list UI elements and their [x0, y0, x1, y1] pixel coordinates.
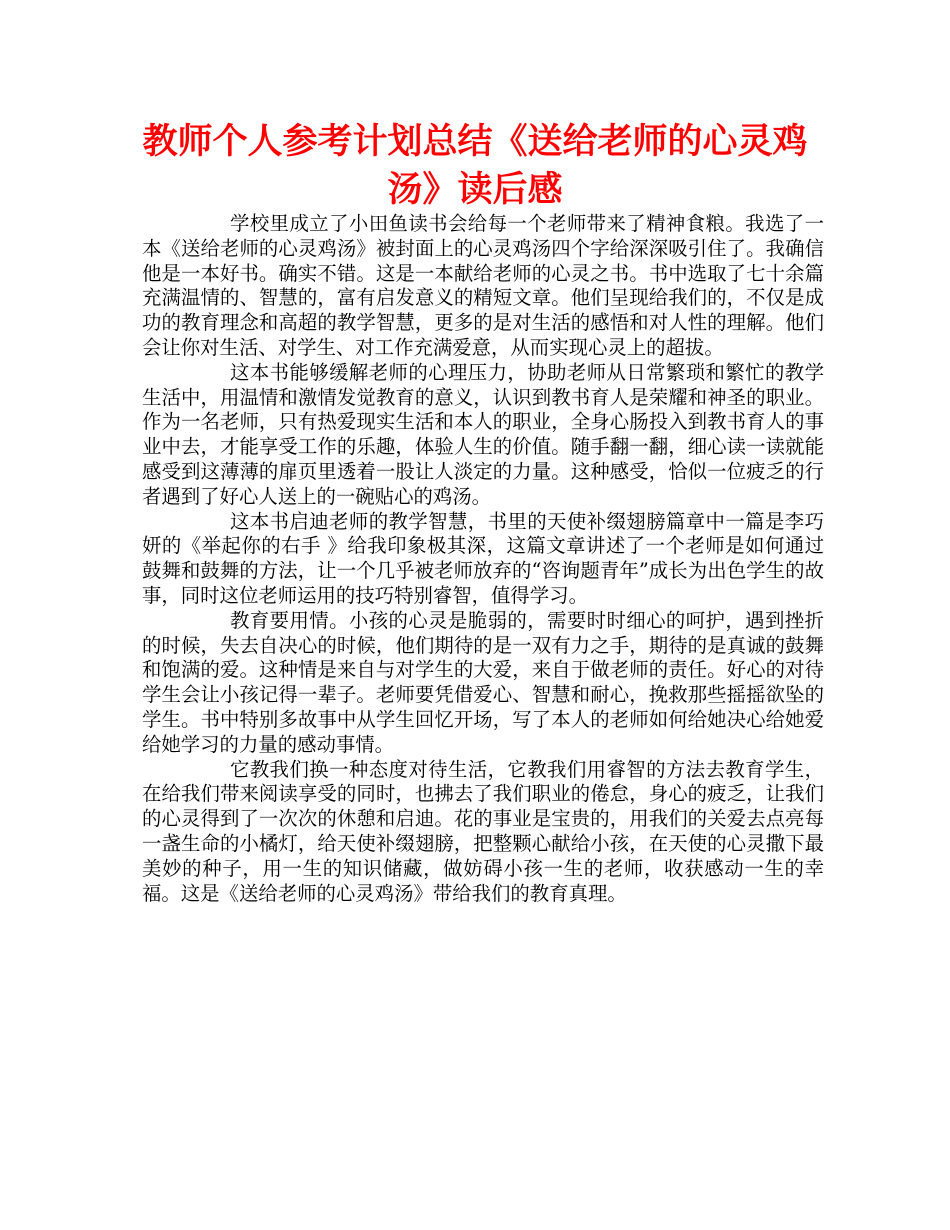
paragraph-3: 这本书启迪老师的教学智慧，书里的天使补缀翅膀篇章中一篇是李巧妍的《举起你的右手 》给我印象极其深，这篇文章讲述了一个老师是如何通过鼓舞和鼓舞的方法，让一个几乎被老师放弃的“咨询题青年”成长为出色学生的故事，同时这位老师运用的技巧特别睿智，值得学习。 — [142, 509, 824, 607]
paragraph-1: 学校里成立了小田鱼读书会给每一个老师带来了精神食粮。我选了一本《送给老师的心灵鸡汤》被封面上的心灵鸡汤四个字给深深吸引住了。我确信他是一本好书。确实不错。这是一本献给老师的心灵之书。书中选取了七十余篇充满温情的、智慧的，富有启发意义的精短文章。他们呈现给我们的，不仅是成功的教育理念和高超的教学智慧，更多的是对生活的感悟和对人性的理解。他们会让你对生活、对学生、对工作充满爱意，从而实现心灵上的超拔。 — [142, 212, 824, 359]
paragraph-2: 这本书能够缓解老师的心理压力，协助老师从日常繁琐和繁忙的教学生活中，用温情和激情发觉教育的意义，认识到教书育人是荣耀和神圣的职业。作为一名老师，只有热爱现实生活和本人的职业，全身心肠投入到教书育人的事业中去，才能享受工作的乐趣，体验人生的价值。随手翻一翻，细心读一读就能感受到这薄薄的扉页里透着一股让人淡定的力量。这种感受，恰似一位疲乏的行者遇到了好心人送上的一碗贴心的鸡汤。 — [142, 360, 824, 508]
document-title: 教师个人参考计划总结《送给老师的心灵鸡汤》读后感 — [142, 122, 808, 210]
document-body — [142, 212, 824, 906]
paragraph-5: 它教我们换一种态度对待生活，它教我们用睿智的方法去教育学生，在给我们带来阅读享受的同时，也拂去了我们职业的倦怠，身心的疲乏，让我们的心灵得到了一次次的休憩和启迪。花的事业是宝贵的，用我们的关爱去点亮每一盏生命的小橘灯，给天使补缀翅膀，把整颗心献给小孩，在天使的心灵撒下最美妙的种子，用一生的知识储藏，做妨碍小孩一生的老师，收获感动一生的幸福。这是《送给老师的心灵鸡汤》带给我们的教育真理。 — [142, 757, 824, 905]
paragraph-4: 教育要用情。小孩的心灵是脆弱的，需要时时细心的呵护，遇到挫折的时候，失去自决心的时候，他们期待的是一双有力之手，期待的是真诚的鼓舞和饱满的爱。这种情是来自与对学生的大爱，来自于做老师的责任。好心的对待学生会让小孩记得一辈子。老师要凭借爱心、智慧和耐心，挽救那些摇摇欲坠的学生。书中特别多故事中从学生回忆开场，写了本人的老师如何给她决心给她爱给她学习的力量的感动事情。 — [142, 608, 824, 756]
